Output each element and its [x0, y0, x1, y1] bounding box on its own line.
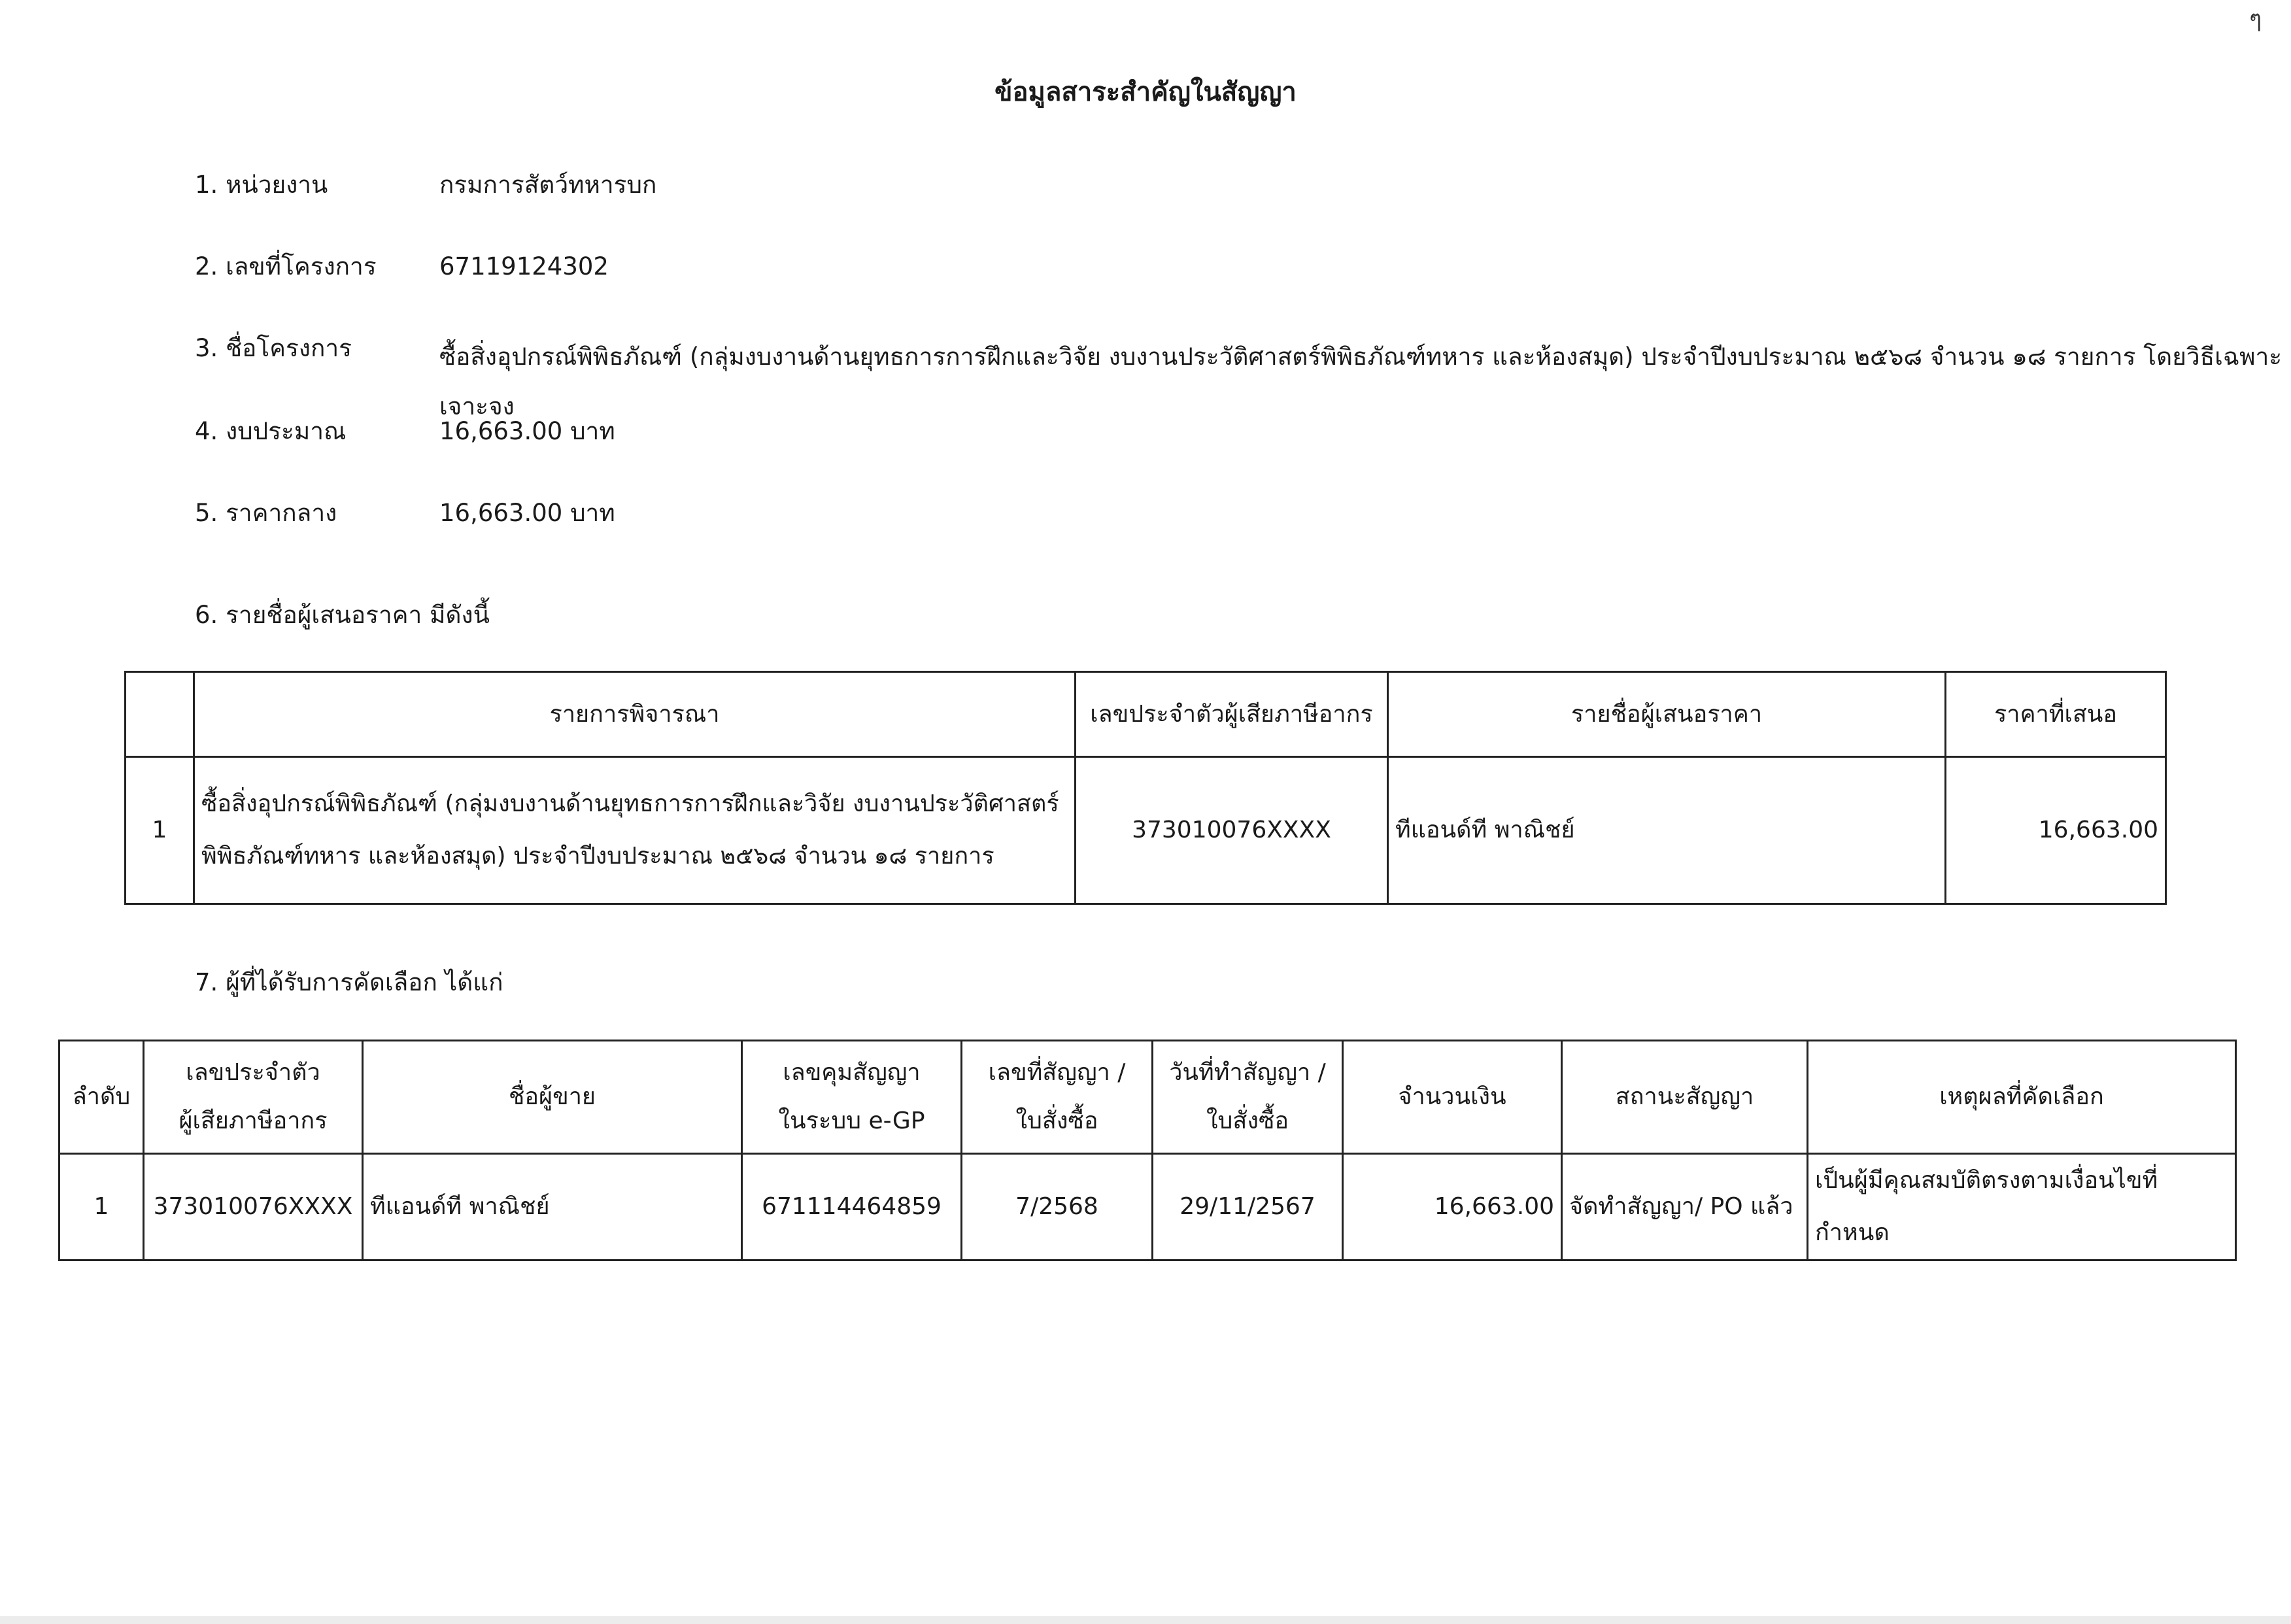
selected-header-seller: ชื่อผู้ขาย: [363, 1041, 742, 1154]
selected-header-contract-no-line1: เลขที่สัญญา /: [988, 1059, 1126, 1086]
selected-header-egp: [742, 1041, 962, 1154]
bidder-row-item: ซื้อสิ่งอุปกรณ์พิพิธภัณฑ์ (กลุ่มงบงานด้านยุทธการการฝึกและวิจัย งบงานประวัติศาสตร์พิพิธภัณฑ์ทหาร และห้องสมุด) ประจำปีงบประมาณ ๒๕๖๘ จำนวน ๑๘ รายการ: [194, 757, 1076, 904]
selected-row-no: 1: [59, 1154, 144, 1260]
project-name-value: ซื้อสิ่งอุปกรณ์พิพิธภัณฑ์ (กลุ่มงบงานด้านยุทธการการฝึกและวิจัย งบงานประวัติศาสตร์พิพิธภัณฑ์ทหาร และห้องสมุด) ประจำปีงบประมาณ ๒๕๖๘ จำนวน ๑๘ รายการ โดยวิธีเฉพาะเจาะจง: [439, 343, 2283, 420]
selected-header-contract-no-line2: ใบสั่งซื้อ: [1015, 1108, 1098, 1134]
budget-value: 16,663.00 บาท: [439, 417, 615, 445]
selected-row-contract-date: 29/11/2567: [1153, 1154, 1343, 1260]
median-price-value: 16,663.00 บาท: [439, 499, 615, 527]
bidder-row-price: 16,663.00: [1946, 757, 2166, 904]
agency-label: 1. หน่วยงาน: [195, 171, 328, 199]
selected-heading: 7. ผู้ที่ได้รับการคัดเลือก ได้แก่: [195, 968, 503, 996]
selected-header-egp-line2: ในระบบ e-GP: [778, 1108, 925, 1134]
bidders-header-tax-id: เลขประจำตัวผู้เสียภาษีอากร: [1076, 672, 1388, 757]
selected-row-tax-id: 373010076XXXX: [144, 1154, 363, 1260]
selected-header-reason: เหตุผลที่คัดเลือก: [1808, 1041, 2236, 1154]
bidders-table: [124, 671, 2167, 905]
selected-row-status: จัดทำสัญญา/ PO แล้ว: [1562, 1154, 1808, 1260]
table-row: [59, 1154, 2236, 1260]
selected-table: [58, 1040, 2237, 1261]
bidder-row-name: ทีแอนด์ที พาณิชย์: [1388, 757, 1946, 904]
selected-header-contract-date: [1153, 1041, 1343, 1154]
selected-header-status: สถานะสัญญา: [1562, 1041, 1808, 1154]
project-no-value: 67119124302: [439, 252, 609, 280]
bidders-header-item: รายการพิจารณา: [194, 672, 1076, 757]
page-title: ข้อมูลสาระสำคัญในสัญญา: [994, 77, 1297, 107]
page-bottom-edge: [0, 1616, 2291, 1624]
selected-header-contract-date-line1: วันที่ทำสัญญา /: [1169, 1059, 1326, 1086]
selected-header-egp-line1: เลขคุมสัญญา: [783, 1059, 921, 1086]
table-row: [126, 757, 2166, 904]
bidders-header-num: [126, 672, 194, 757]
selected-header-no: ลำดับ: [59, 1041, 144, 1154]
bidders-heading: 6. รายชื่อผู้เสนอราคา มีดังนี้: [195, 601, 490, 629]
selected-header-amount: จำนวนเงิน: [1343, 1041, 1562, 1154]
selected-header-tax-id: [144, 1041, 363, 1154]
selected-row-egp-no: 671114464859: [742, 1154, 962, 1260]
selected-header-contract-date-line2: ใบสั่งซื้อ: [1206, 1108, 1289, 1134]
table-header-row: [59, 1041, 2236, 1154]
bidder-row-no: 1: [126, 757, 194, 904]
budget-label: 4. งบประมาณ: [195, 417, 347, 445]
agency-value: กรมการสัตว์ทหารบก: [439, 171, 657, 199]
corner-mark: ๆ: [2249, 6, 2262, 33]
median-price-label: 5. ราคากลาง: [195, 499, 337, 527]
bidder-row-tax-id: 373010076XXXX: [1076, 757, 1388, 904]
bidders-header-bidder: รายชื่อผู้เสนอราคา: [1388, 672, 1946, 757]
selected-header-tax-id-line2: ผู้เสียภาษีอากร: [178, 1108, 328, 1134]
table-header-row: [126, 672, 2166, 757]
selected-row-contract-no: 7/2568: [962, 1154, 1153, 1260]
project-name-label: 3. ชื่อโครงการ: [195, 334, 352, 362]
selected-row-seller: ทีแอนด์ที พาณิชย์: [363, 1154, 742, 1260]
project-no-label: 2. เลขที่โครงการ: [195, 252, 377, 280]
selected-row-amount: 16,663.00: [1343, 1154, 1562, 1260]
selected-header-contract-no: [962, 1041, 1153, 1154]
selected-header-tax-id-line1: เลขประจำตัว: [186, 1059, 320, 1086]
selected-row-reason: เป็นผู้มีคุณสมบัติตรงตามเงื่อนไขที่กำหนด: [1808, 1154, 2236, 1260]
bidders-header-price: ราคาที่เสนอ: [1946, 672, 2166, 757]
